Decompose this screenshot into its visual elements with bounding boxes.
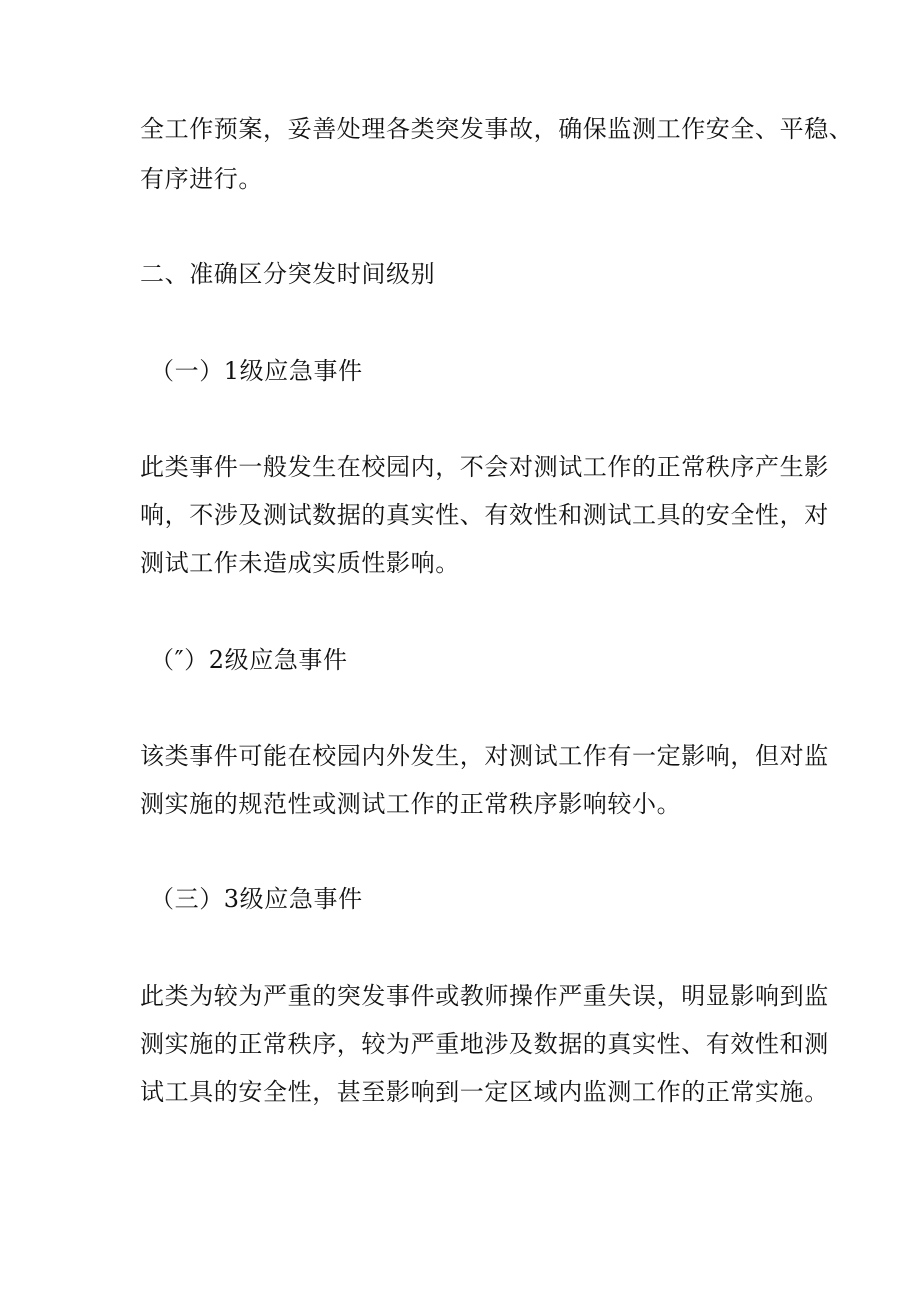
paragraph-line: 测试工作未造成实质性影响。 [140, 549, 460, 577]
section-heading: 二、准确区分突发时间级别 [140, 260, 436, 288]
paragraph-line: 测实施的正常秩序，较为严重地涉及数据的真实性、有效性和测 [140, 1030, 829, 1058]
paragraph-line: 此类事件一般发生在校园内，不会对测试工作的正常秩序产生影 [140, 453, 829, 481]
paragraph-line: 该类事件可能在校园内外发生，对测试工作有一定影响，但对监 [140, 742, 829, 770]
level3-heading: （三）3级应急事件 [150, 885, 363, 913]
paragraph-line: 试工具的安全性，甚至影响到一定区域内监测工作的正常实施。 [140, 1078, 829, 1106]
paragraph-line: 测实施的规范性或测试工作的正常秩序影响较小。 [140, 790, 682, 818]
level2-heading: （″）2级应急事件 [150, 646, 348, 674]
paragraph-line: 有序进行。 [140, 165, 263, 193]
paragraph-line: 全工作预案，妥善处理各类突发事故，确保监测工作安全、平稳、 [140, 115, 854, 143]
paragraph-line: 此类为较为严重的突发事件或教师操作严重失误，明显影响到监 [140, 982, 829, 1010]
level1-heading: （一）1级应急事件 [150, 357, 363, 385]
paragraph-line: 响，不涉及测试数据的真实性、有效性和测试工具的安全性，对 [140, 501, 829, 529]
